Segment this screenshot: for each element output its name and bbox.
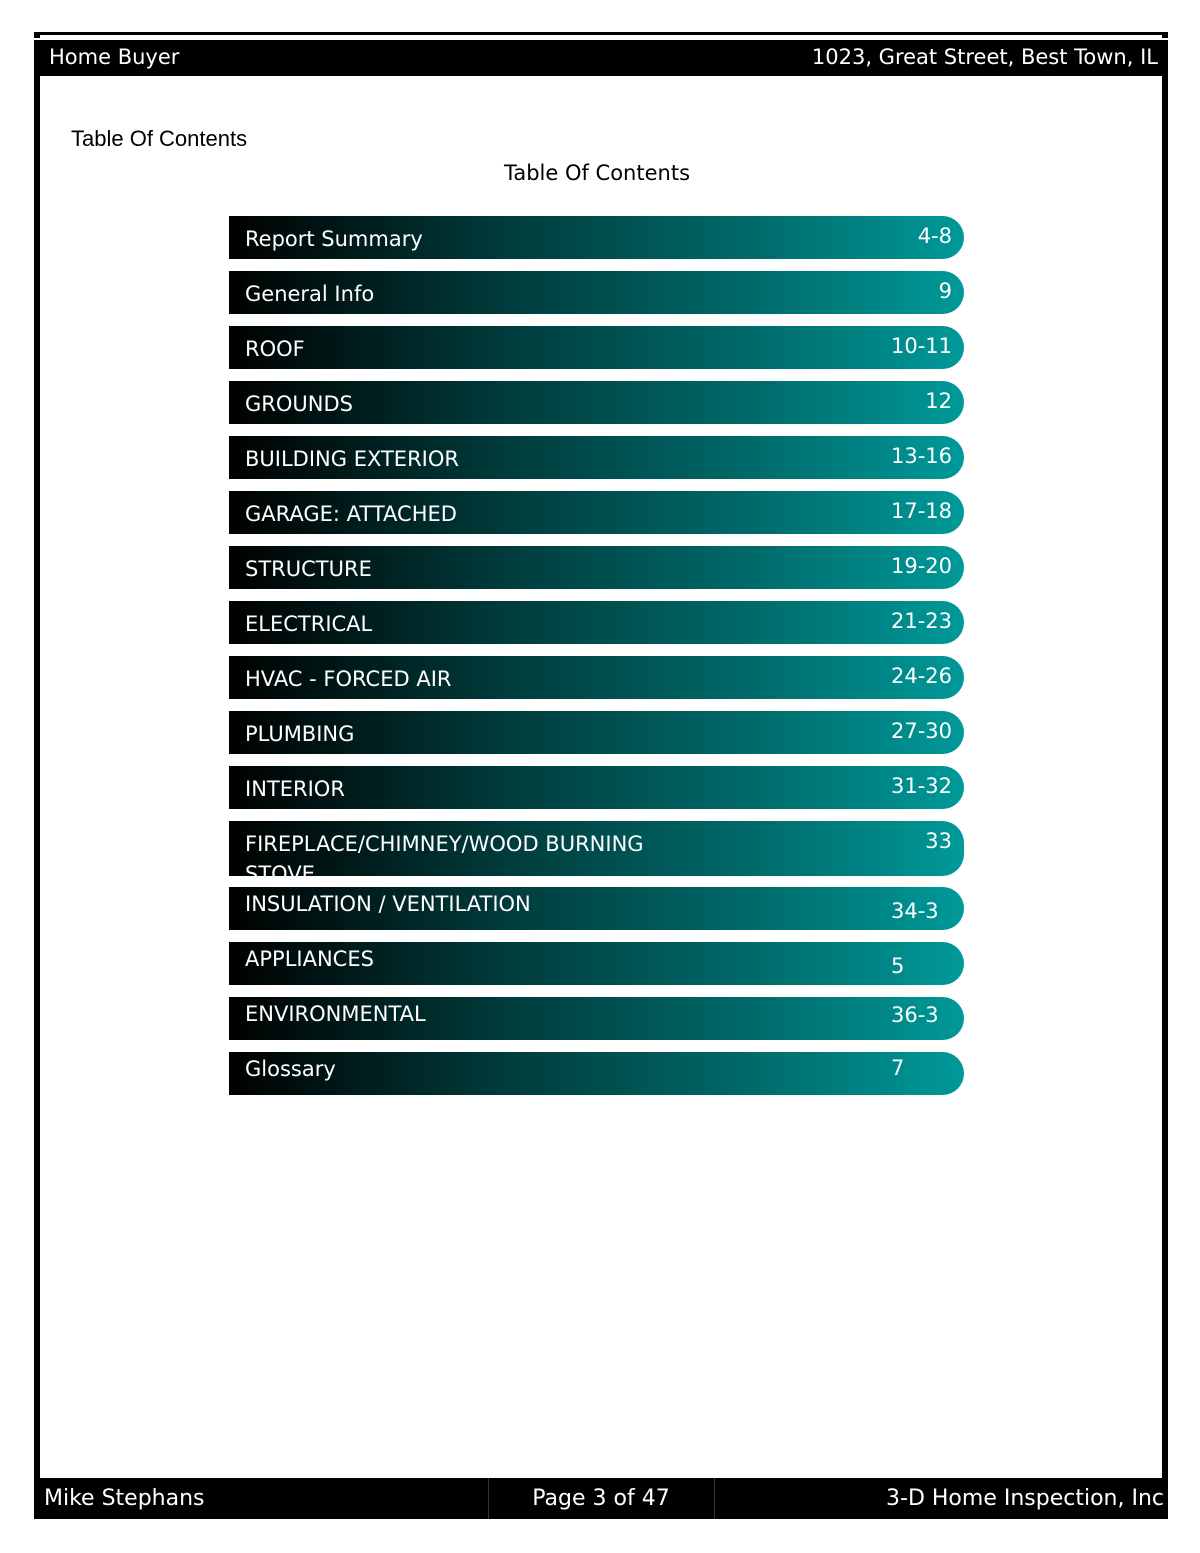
toc-entry-pages: 9 xyxy=(938,279,952,303)
toc-entry-pages: 19-20 xyxy=(890,554,952,578)
toc-entry-label: INSULATION / VENTILATION xyxy=(245,892,531,916)
toc-entry-pages: 31-32 xyxy=(890,774,952,798)
toc-entry-label: ELECTRICAL xyxy=(245,612,373,636)
toc-entry-pages: 33 xyxy=(925,829,952,853)
toc-entry-label: HVAC - FORCED AIR xyxy=(245,667,452,691)
toc-entry[interactable] xyxy=(229,216,964,259)
toc-entry[interactable] xyxy=(229,601,964,644)
toc-entry[interactable] xyxy=(229,887,964,930)
toc-entry[interactable] xyxy=(229,326,964,369)
toc-entry[interactable] xyxy=(229,997,964,1040)
toc-entry[interactable] xyxy=(229,546,964,589)
page-footer xyxy=(34,1478,1168,1519)
toc-entry-pages: 17-18 xyxy=(890,499,952,523)
toc-entry-pages: 7 xyxy=(891,1056,905,1080)
toc-entry[interactable] xyxy=(229,381,964,424)
toc-entry-label: APPLIANCES xyxy=(245,947,374,971)
company-name: 3-D Home Inspection, Inc xyxy=(886,1486,1164,1511)
toc-entry[interactable] xyxy=(229,656,964,699)
toc-entry-label: ROOF xyxy=(245,337,305,361)
toc-entry-pages: 27-30 xyxy=(890,719,952,743)
inspector-name: Mike Stephans xyxy=(44,1486,205,1511)
toc-entry-label: Glossary xyxy=(245,1057,336,1081)
property-address: 1023, Great Street, Best Town, IL xyxy=(811,45,1158,69)
toc-entry-pages: 13-16 xyxy=(890,444,952,468)
toc-entry[interactable] xyxy=(229,491,964,534)
toc-title: Table Of Contents xyxy=(503,161,691,185)
toc-entry-pages: 5 xyxy=(891,954,905,978)
page-header xyxy=(34,40,1168,76)
toc-entry-label: General Info xyxy=(245,282,375,306)
toc-entry-pages: 10-11 xyxy=(890,334,952,358)
toc-entry-pages: 4-8 xyxy=(917,224,952,248)
toc-entry[interactable] xyxy=(229,766,964,809)
toc-entry-label: STRUCTURE xyxy=(245,557,372,581)
toc-entry-label: FIREPLACE/CHIMNEY/WOOD BURNING STOVE xyxy=(245,832,644,886)
toc-entry-label: Report Summary xyxy=(245,227,423,251)
toc-entry-label: INTERIOR xyxy=(245,777,345,801)
page-indicator: Page 3 of 47 xyxy=(532,1486,670,1511)
toc-entry-label: PLUMBING xyxy=(245,722,355,746)
toc-entry-label: GROUNDS xyxy=(245,392,353,416)
toc-entry[interactable] xyxy=(229,942,964,985)
toc-entry-pages: 24-26 xyxy=(890,664,952,688)
toc-entry-pages: 36-3 xyxy=(891,1003,939,1027)
footer-divider xyxy=(714,1478,715,1519)
toc-entry-pages: 21-23 xyxy=(890,609,952,633)
toc-entry-label: BUILDING EXTERIOR xyxy=(245,447,459,471)
toc-entry-label: ENVIRONMENTAL xyxy=(245,1002,426,1026)
toc-entry[interactable] xyxy=(229,821,964,886)
toc-entry-pages: 12 xyxy=(925,389,952,413)
toc-entry-label: GARAGE: ATTACHED xyxy=(245,502,457,526)
toc-list xyxy=(229,216,964,1107)
toc-entry-pages: 34-3 xyxy=(891,899,939,923)
toc-entry[interactable] xyxy=(229,271,964,314)
toc-entry[interactable] xyxy=(229,711,964,754)
client-name: Home Buyer xyxy=(49,45,180,69)
toc-entry[interactable] xyxy=(229,1052,964,1095)
section-label: Table Of Contents xyxy=(71,126,248,151)
toc-entry[interactable] xyxy=(229,436,964,479)
